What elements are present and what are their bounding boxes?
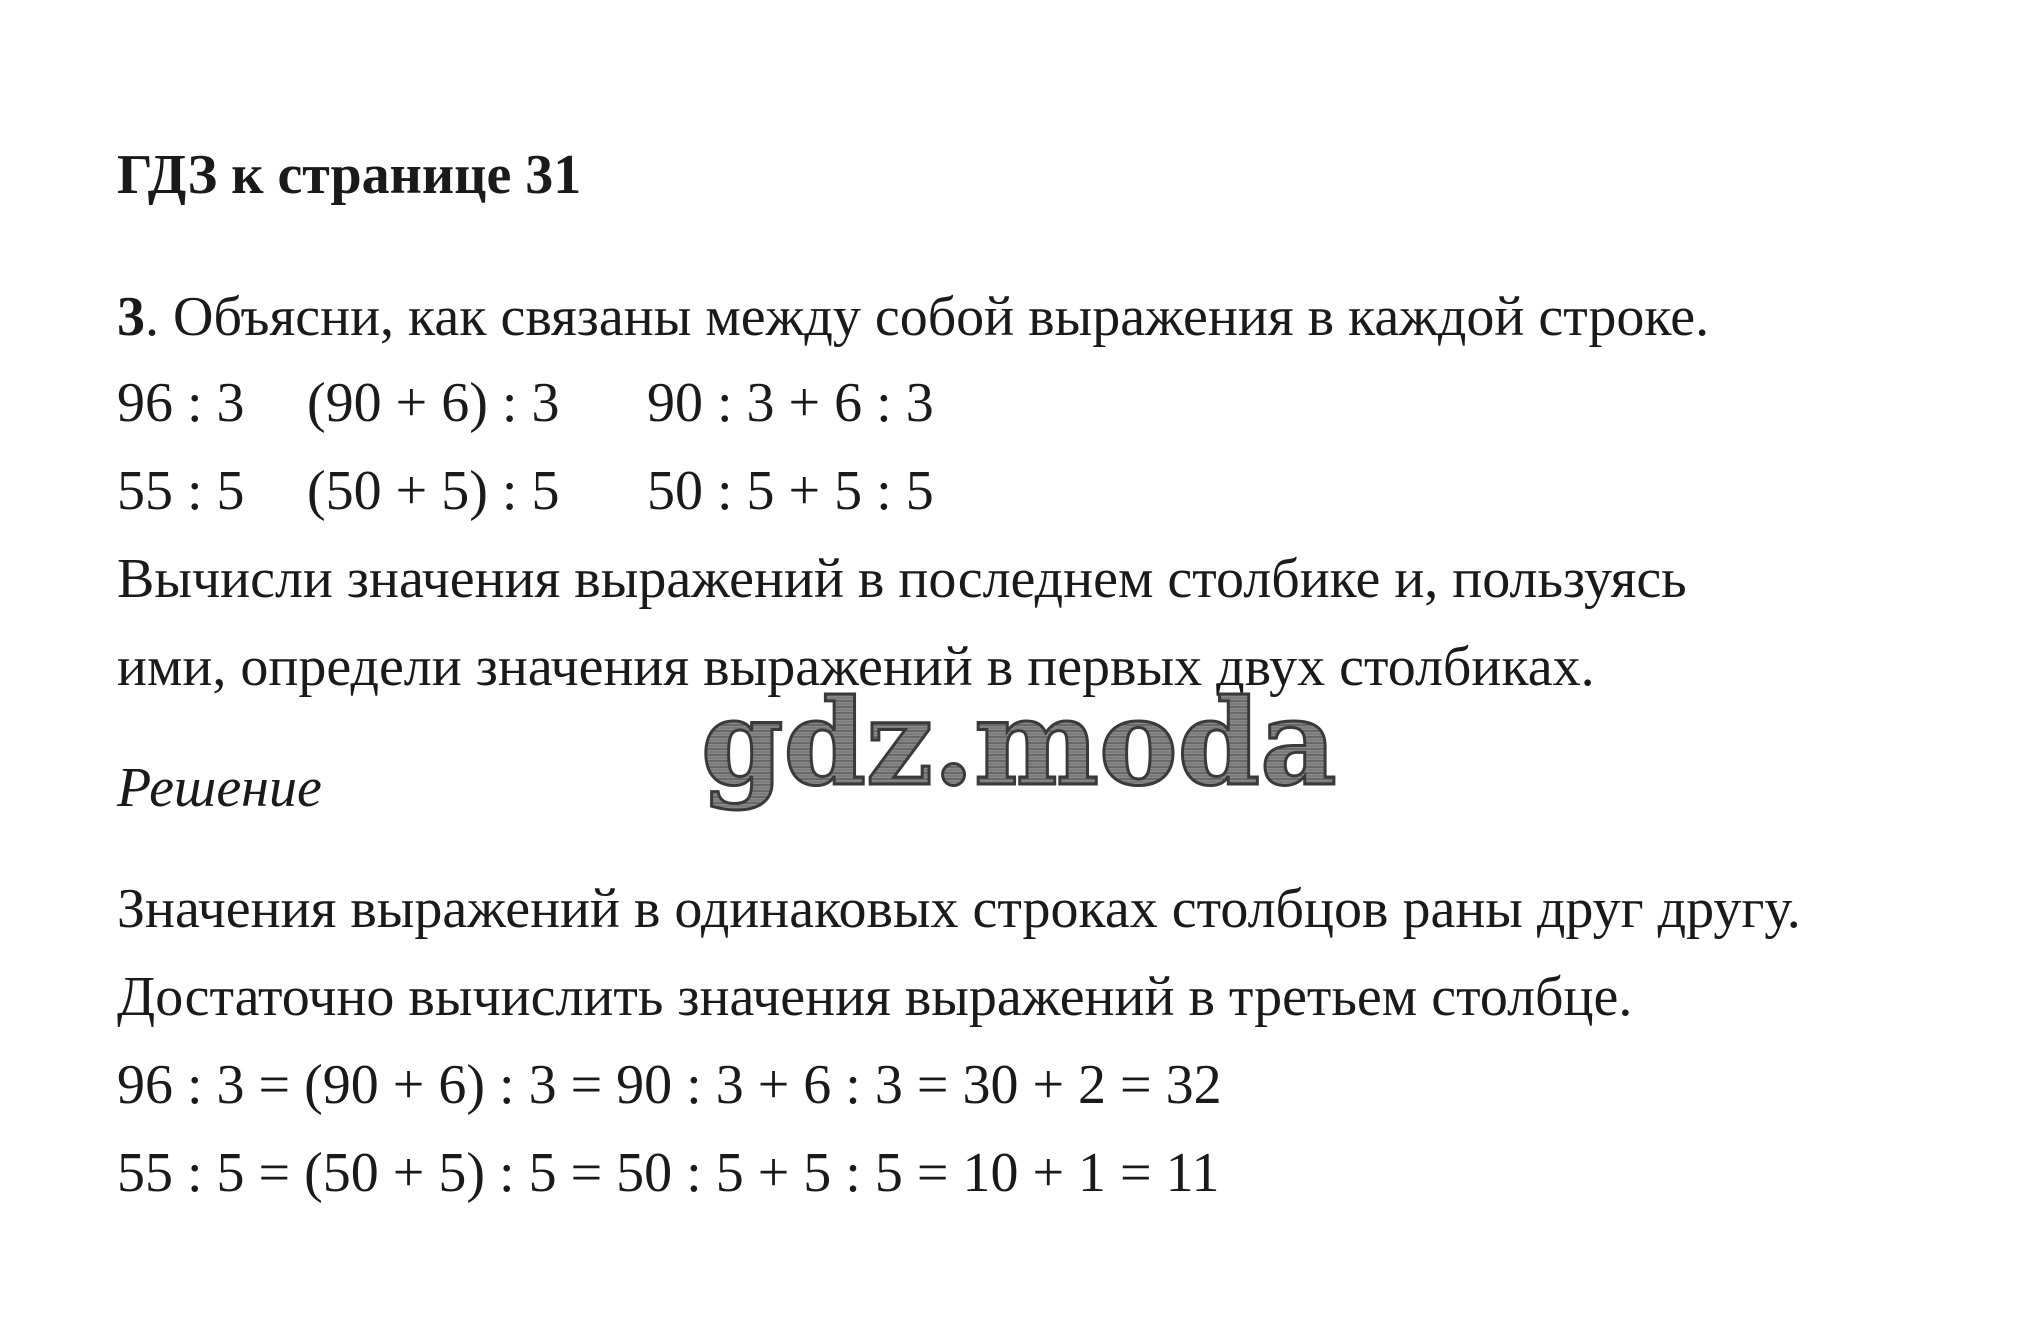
task-instruction-line-1: Вычисли значения выражений в последнем столбике и, пользуясь xyxy=(117,548,1687,610)
expression-cell: 96 : 3 xyxy=(117,372,245,434)
solution-line-1: Значения выражений в одинаковых строках столбцов раны друг другу. xyxy=(117,878,1801,940)
expression-cell: 55 : 5 xyxy=(117,460,245,522)
expression-cell: 50 : 5 + 5 : 5 xyxy=(647,460,934,522)
expression-cell: (90 + 6) : 3 xyxy=(307,372,560,434)
task-statement xyxy=(117,284,1709,350)
watermark-logo xyxy=(693,673,1337,836)
expression-cell: 90 : 3 + 6 : 3 xyxy=(647,372,934,434)
expression-cell: (50 + 5) : 5 xyxy=(307,460,560,522)
task-text: . Объясни, как связаны между собой выражения в каждой строке. xyxy=(145,286,1710,348)
solution-result-1: 96 : 3 = (90 + 6) : 3 = 90 : 3 + 6 : 3 = 30 + 2 = 32 xyxy=(117,1054,1222,1116)
document-page xyxy=(117,0,1997,1339)
solution-line-2: Достаточно вычислить значения выражений в третьем столбце. xyxy=(117,966,1633,1028)
page-heading: ГДЗ к странице 31 xyxy=(117,144,582,206)
expression-row-1 xyxy=(117,370,1117,436)
expression-row-2 xyxy=(117,458,1117,524)
task-number: 3 xyxy=(117,286,145,348)
solution-label: Решение xyxy=(117,757,322,819)
solution-result-2: 55 : 5 = (50 + 5) : 5 = 50 : 5 + 5 : 5 = 10 + 1 = 11 xyxy=(117,1142,1220,1204)
watermark-text: gdz.moda xyxy=(701,673,1337,812)
task-instruction-line-2: ими, определи значения выражений в первых двух столбиках. xyxy=(117,636,1595,698)
